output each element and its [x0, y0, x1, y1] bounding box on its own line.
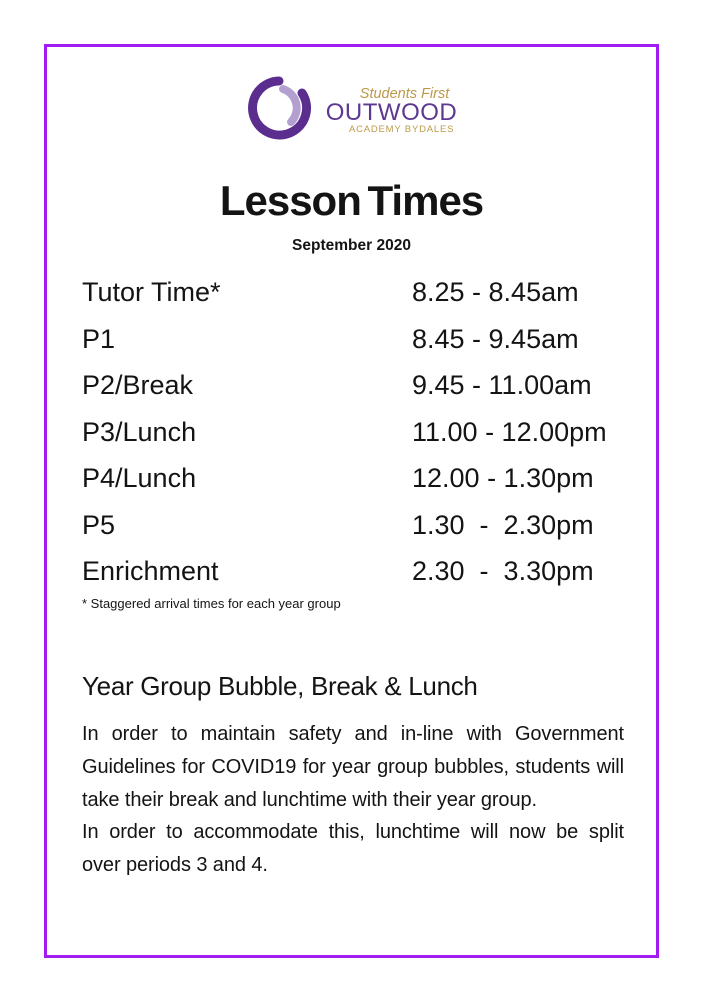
paragraph-2: [82, 816, 624, 882]
schedule-row-enrichment: [82, 548, 624, 595]
row-label: Tutor Time*: [82, 277, 221, 307]
row-label: P1: [82, 323, 116, 354]
row-time: 9.45 - 11.00am: [412, 370, 592, 400]
row-time: 12.00 - 1.30pm: [412, 463, 594, 493]
paragraph-line: In order to accommodate this, lunchtime will now be split: [82, 821, 624, 843]
section-heading: Year Group Bubble, Break & Lunch: [82, 671, 478, 701]
schedule-footnote: * Staggered arrival times for each year group: [82, 596, 341, 611]
logo-subtitle: ACADEMY BYDALES: [348, 124, 455, 135]
schedule-row-tutor-time: [82, 269, 624, 316]
paragraph-line: In order to maintain safety and in-line with Government: [82, 723, 624, 745]
row-label: Enrichment: [82, 556, 219, 586]
paragraph-1: [82, 718, 624, 817]
schedule-table: [82, 269, 624, 595]
paragraph-line: over periods 3 and 4.: [82, 854, 268, 876]
outwood-logo: [47, 71, 656, 143]
row-label: P3/Lunch: [82, 416, 197, 447]
page-date: September 2020: [292, 237, 411, 254]
logo-text-block: [326, 71, 457, 136]
schedule-row-p4-lunch: [82, 455, 624, 502]
page-border-frame: [44, 44, 659, 958]
paragraph-line: Guidelines for COVID19 for year group bubbles, students will: [82, 756, 624, 778]
swirl-circle-icon: [246, 71, 312, 143]
row-label: P2/Break: [82, 370, 194, 400]
row-label: P4/Lunch: [82, 463, 197, 493]
schedule-row-p3-lunch: [82, 409, 624, 456]
paragraph-line: take their break and lunchtime with their year group.: [82, 789, 537, 811]
row-time: 8.25 - 8.45am: [412, 277, 579, 307]
schedule-row-p1: [82, 316, 624, 363]
row-time: 2.30 - 3.30pm: [412, 556, 594, 586]
schedule-row-p5: [82, 502, 624, 549]
logo-tagline: Students First: [359, 86, 450, 102]
row-time: 8.45 - 9.45am: [412, 323, 579, 354]
row-label: P5: [82, 509, 116, 540]
page-title: Lesson Times: [219, 177, 484, 224]
row-time: 11.00 - 12.00pm: [412, 416, 607, 447]
row-time: 1.30 - 2.30pm: [412, 509, 594, 540]
logo-name: OUTWOOD: [325, 99, 458, 126]
schedule-row-p2-break: [82, 362, 624, 409]
